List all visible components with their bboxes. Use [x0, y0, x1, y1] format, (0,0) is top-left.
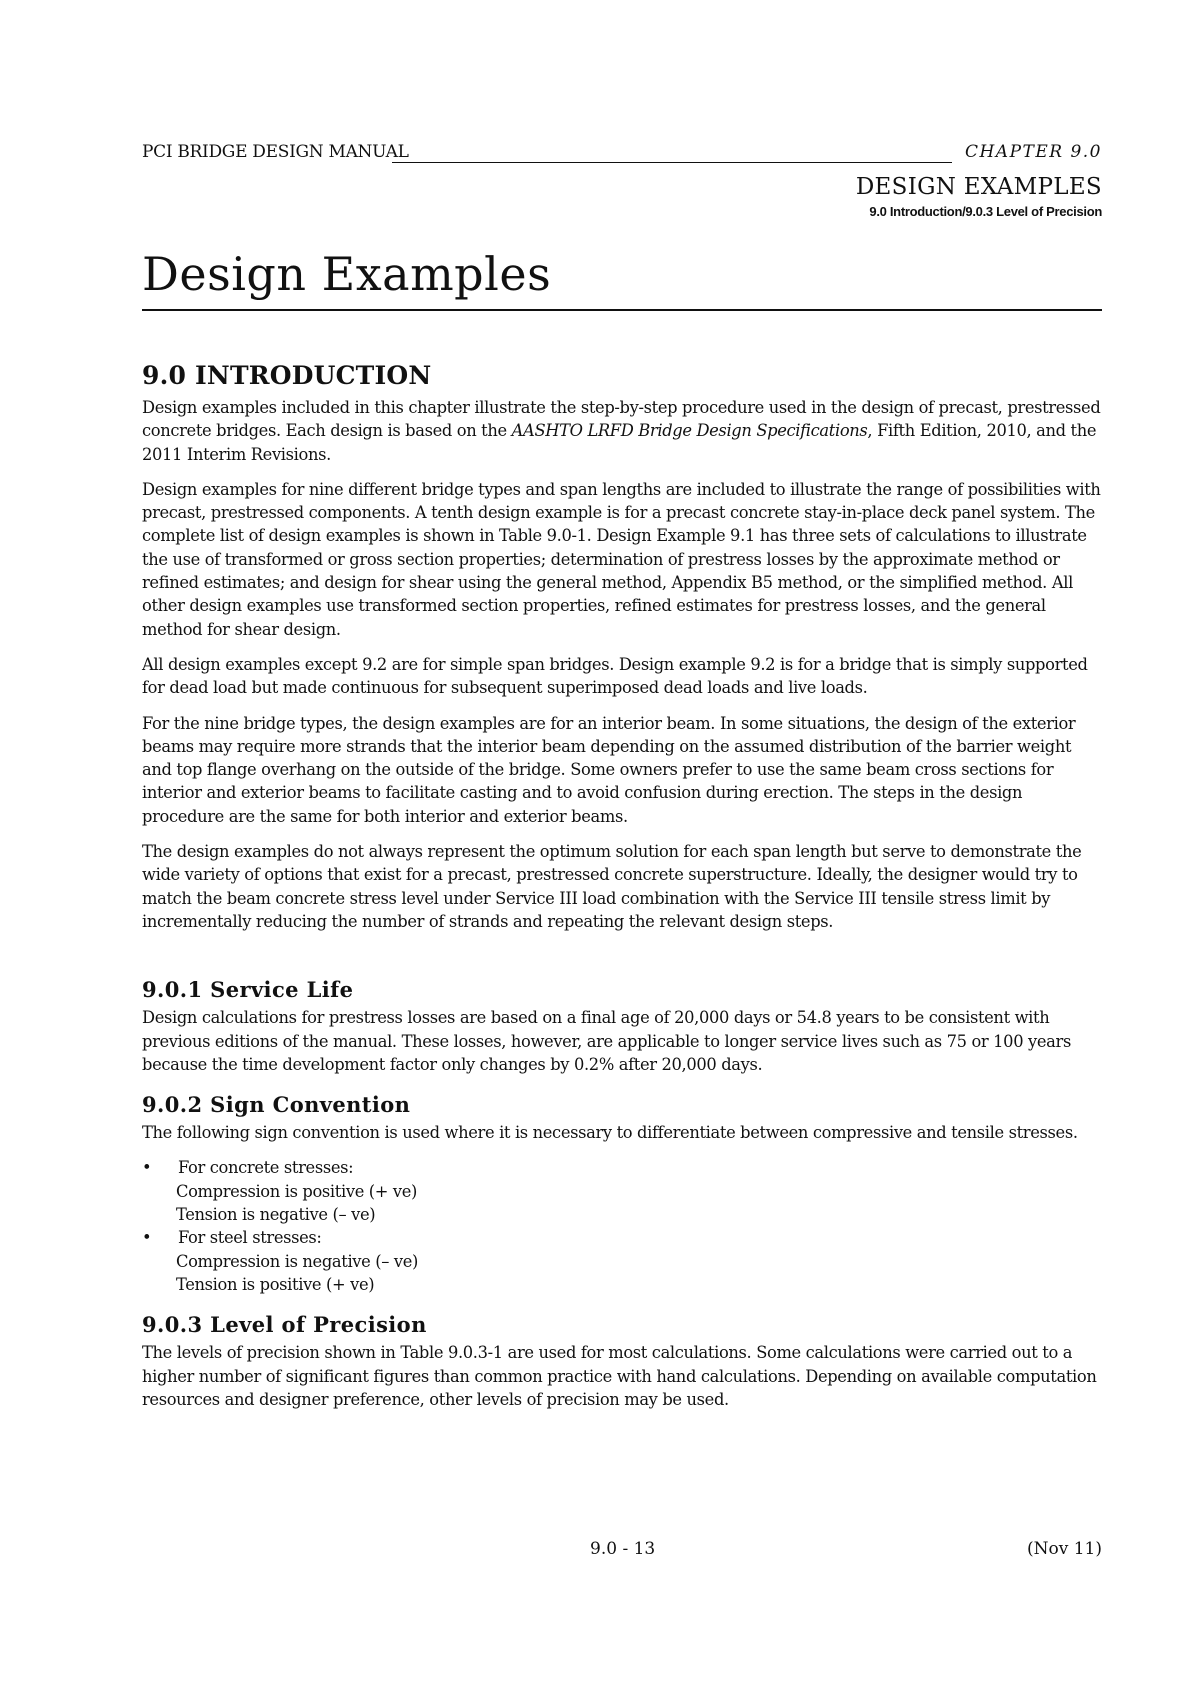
revision-date: (Nov 11) — [1026, 1539, 1102, 1559]
bullet-icon: • — [142, 1158, 152, 1178]
chapter-label: CHAPTER 9.0 — [964, 142, 1102, 162]
concrete-stresses-label: For concrete stresses: — [178, 1158, 354, 1178]
running-header — [142, 142, 1102, 170]
steel-stresses-label: For steel stresses: — [178, 1228, 322, 1248]
sign-convention-paragraph: The following sign convention is used where it is necessary to differentiate between compressive and tensile stresses. — [142, 1123, 1078, 1143]
intro-paragraph-1: Design examples included in this chapter illustrate the step-by-step procedure used in the design of precast, prestressed concrete bridges. Each design is based on the AASHTO LRFD Bridge Design Specifications, Fifth Edition, 2010, and the 2011 Interim Revisions. — [142, 398, 1101, 464]
list-item: Compression is negative (– ve) — [176, 1251, 419, 1271]
precision-heading: 9.0.3 Level of Precision — [142, 1312, 427, 1338]
section-breadcrumb: 9.0 Introduction/9.0.3 Level of Precision — [869, 204, 1102, 219]
precision-paragraph: The levels of precision shown in Table 9.0.3-1 are used for most calculations. Some calculations were carried out to a higher number of significant figures than common practice with hand calculations. Depending on available computation resources and designer preference, other levels of precision may be used. — [142, 1343, 1097, 1409]
bullet-icon: • — [142, 1228, 152, 1248]
list-item: Compression is positive (+ ve) — [176, 1181, 418, 1201]
list-item: Tension is negative (– ve) — [176, 1205, 376, 1225]
service-life-paragraph: Design calculations for prestress losses are based on a final age of 20,000 days or 54.8 years to be consistent with previous editions of the manual. These losses, however, are applicable to longer service lives such as 75 or 100 years because the time development factor only changes by 0.2% after 20,000 days. — [142, 1008, 1071, 1074]
sign-convention-list — [142, 1156, 1102, 1296]
intro-heading: 9.0 INTRODUCTION — [142, 361, 432, 390]
document-page — [142, 142, 1102, 1423]
intro-paragraph-5: The design examples do not always represent the optimum solution for each span length but serve to demonstrate the wide variety of options that exist for a precast, prestressed concrete superstructure. Ideally, the designer would try to match the beam concrete stress level under Service III load combination with the Service III tensile stress limit by incrementally reducing the number of strands and repeating the relevant design steps. — [142, 842, 1082, 931]
list-item — [142, 1226, 1102, 1249]
sign-convention-heading: 9.0.2 Sign Convention — [142, 1092, 411, 1118]
page-number: 9.0 - 13 — [590, 1539, 656, 1559]
list-item — [142, 1156, 1102, 1179]
intro-paragraph-3: All design examples except 9.2 are for simple span bridges. Design example 9.2 is for a bridge that is simply supported for dead load but made continuous for subsequent superimposed dead loads and live loads. — [142, 654, 1088, 698]
intro-paragraph-2: Design examples for nine different bridge types and span lengths are included to illustrate the range of possibilities with precast, prestressed components. A tenth design example is for a precast concrete stay-in-place deck panel system. The complete list of design examples is shown in Table 9.0-1. Design Example 9.1 has three sets of calculations to illustrate the use of transformed or gross section properties; determination of prestress losses by the approximate method or refined estimates; and design for shear using the general method, Appendix B5 method, or the simplified method. All other design examples use transformed section properties, refined estimates for prestress losses, and the general method for shear design. — [142, 479, 1101, 639]
header-rule — [392, 162, 952, 163]
manual-name: PCI BRIDGE DESIGN MANUAL — [142, 142, 409, 162]
intro-paragraph-4: For the nine bridge types, the design examples are for an interior beam. In some situations, the design of the exterior beams may require more strands that the interior beam depending on the assumed distribution of the barrier weight and top flange overhang on the outside of the bridge. Some owners prefer to use the same beam cross sections for interior and exterior beams to facilitate casting and to avoid confusion during erection. The steps in the design procedure are the same for both interior and exterior beams. — [142, 713, 1076, 826]
service-life-heading: 9.0.1 Service Life — [142, 977, 354, 1003]
page-title: Design Examples — [142, 247, 1102, 311]
chapter-title: DESIGN EXAMPLES — [855, 174, 1102, 200]
list-item: Tension is positive (+ ve) — [176, 1274, 375, 1294]
